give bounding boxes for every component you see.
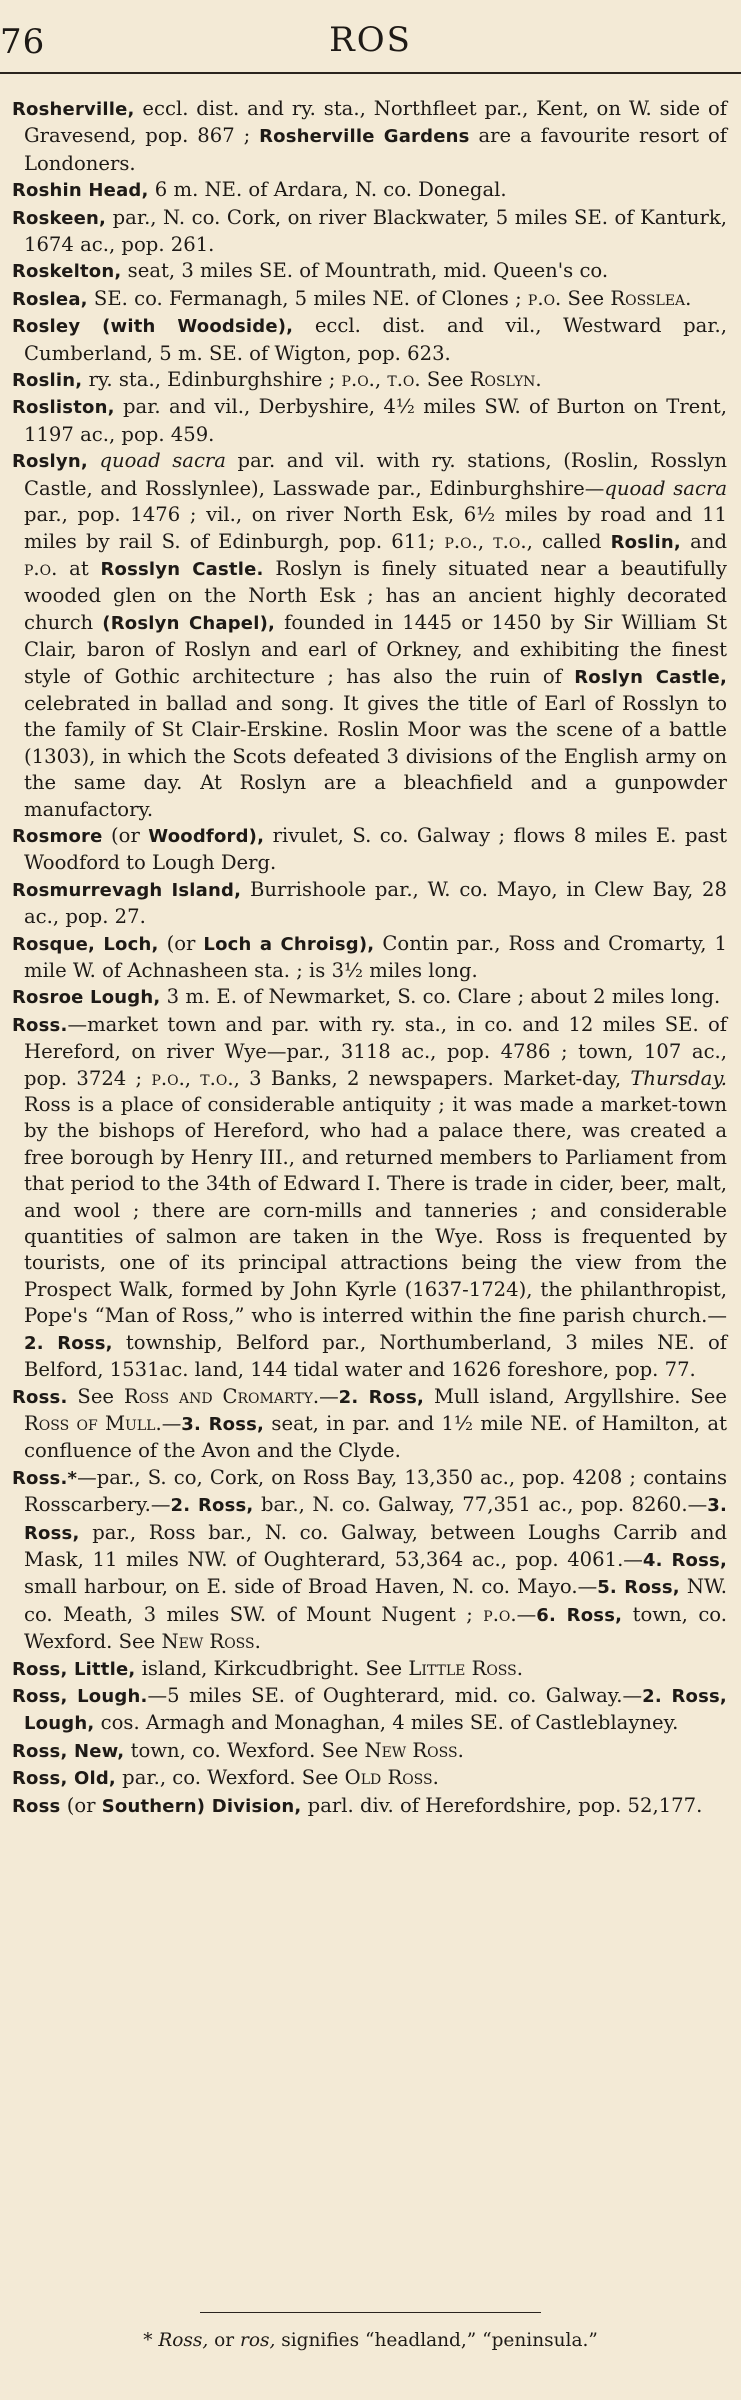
entry-headword: Loch a Chroisg), [203, 933, 375, 955]
italic-text: Ross, [158, 2330, 209, 2351]
entry-text: founded in 1445 or 1450 by Sir William St Clair, baron of Roslyn and earl of Orkney, and exhibiting the finest style of Gothic architecture ; has also the ruin of [24, 610, 727, 688]
entry-headword: 5. Ross, [597, 1577, 680, 1599]
running-head: ROS [329, 20, 412, 60]
gazetteer-entry [12, 877, 727, 931]
entry-text: rivulet, S. co. Galway ; flows 8 miles E. past Woodford to Lough Derg. [24, 823, 727, 875]
entry-text: See [420, 368, 470, 392]
small-caps-text: Ross and Cromarty. [123, 1384, 320, 1408]
entry-headword: Roshin Head, [12, 180, 149, 202]
page-number: 76 [0, 22, 46, 62]
entry-headword: 3. Ross, [181, 1413, 265, 1435]
entry-text: are a favourite resort of Londoners. [24, 124, 727, 175]
entry-text: (or [102, 823, 149, 847]
small-caps-text: Roslyn. [469, 368, 542, 392]
entry-headword: Ross. [12, 1386, 68, 1408]
small-caps-text: p.o. [483, 1602, 517, 1626]
entry-text: island, Kirkcudbright. See [135, 1656, 409, 1680]
small-caps-text: p.o., t.o., [151, 1066, 240, 1090]
entry-text: 3 m. E. of Newmarket, S. co. Clare ; about 2 miles long. [160, 985, 721, 1009]
entry-text: seat, in par. and 1½ mile NE. of Hamilton, at confluence of the Avon and the Clyde. [24, 1411, 727, 1463]
entry-text: — [161, 1411, 182, 1435]
entry-text: Contin par., Ross and Cromarty, 1 mile W. of Achnasheen sta. ; is 3½ miles long. [24, 931, 727, 982]
entry-headword: Rosslyn Castle. [100, 558, 264, 580]
entry-headword: 2. Ross, [24, 1332, 113, 1354]
gazetteer-entry [12, 258, 727, 285]
entry-headword: Roslyn, [12, 451, 88, 473]
entry-headword: Ross, New, [12, 1740, 125, 1762]
entry-text: —market town and par. with ry. sta., in co. and 12 miles SE. of Hereford, on river Wye—par., 3118 ac., pop. 4786 ; town, 107 ac., pop. 3724 ; [24, 1012, 727, 1090]
entry-text: 3 Banks, 2 newspapers. Market-day, [239, 1066, 631, 1090]
small-caps-text: p.o. [527, 286, 562, 310]
entry-headword: 2. Ross, [338, 1386, 425, 1408]
entry-headword: 6. Ross, [536, 1604, 623, 1626]
entry-headword: Roslea, [12, 288, 88, 310]
small-caps-text: p.o., t.o., [444, 529, 533, 553]
entry-text: par., pop. 1476 ; vil., on river North Esk, 6½ miles by road and 11 miles by rail S. of Edinburgh, pop. 611; [24, 503, 727, 553]
entry-headword: Roslin, [12, 370, 83, 392]
gazetteer-entry [12, 1384, 727, 1465]
entry-headword: 2. Ross, Lough, [24, 1685, 727, 1735]
entry-text: See [67, 1384, 124, 1408]
gazetteer-entry [12, 1738, 727, 1765]
gazetteer-entry [12, 1765, 727, 1792]
entry-text [88, 449, 100, 472]
gazetteer-entry [12, 286, 727, 313]
gazetteer-entry [12, 1012, 727, 1384]
entry-headword: Woodford), [148, 825, 265, 847]
entry-headword: Rosley (with Woodside), [12, 316, 294, 338]
entry-headword: Rosmurrevagh Island, [12, 879, 242, 901]
entry-text: See [561, 286, 611, 310]
entry-headword: (Roslyn Chapel), [102, 612, 276, 634]
small-caps-text: p.o. [24, 556, 58, 580]
footnote-rule [200, 2312, 541, 2313]
small-caps-text: New Ross. [161, 1630, 261, 1654]
entry-text: cos. Armagh and Monaghan, 4 miles SE. of Castleblayney. [94, 1711, 679, 1735]
italic-text: ros, [240, 2330, 276, 2351]
entries-column [12, 96, 727, 1820]
entry-text: bar., N. co. Galway, 77,351 ac., pop. 8260.— [253, 1493, 708, 1517]
entry-text: par., co. Wexford. See [115, 1766, 345, 1790]
italic-text: quoad sacra [99, 449, 226, 473]
entry-headword: Ross.* [12, 1467, 78, 1489]
gazetteer-entry [12, 1793, 727, 1820]
small-caps-text: New Ross. [364, 1738, 464, 1762]
gazetteer-entry [12, 313, 727, 367]
entry-text: par., Ross bar., N. co. Galway, between Loughs Carrib and Mask, 11 miles NW. of Oughterard, 53,364 ac., pop. 4061.— [24, 1520, 727, 1571]
entry-text: celebrated in ballad and song. It gives the title of Earl of Rosslyn to the family of St Clair-Erskine. Roslin Moor was the scene of a battle (1303), in which the Scots defeated 3 divisions of the English army on the same day. At Roslyn are a bleachfield and a gunpowder manufactory. [24, 691, 727, 821]
page-header [0, 0, 741, 74]
gazetteer-entry [12, 1683, 727, 1738]
italic-text: Thursday. [630, 1066, 728, 1090]
footnote [0, 2330, 741, 2351]
entry-text: eccl. dist. and ry. sta., Northfleet par., Kent, on W. side of Gravesend, pop. 867 ; [24, 97, 727, 148]
entry-headword: Southern) Division, [101, 1795, 302, 1817]
gazetteer-entry [12, 823, 727, 877]
gazetteer-entry [12, 931, 727, 985]
entry-text: —5 miles SE. of Oughterard, mid. co. Galway.— [147, 1683, 643, 1707]
entry-headword: Rosque, Loch, [12, 933, 159, 955]
small-caps-text: Little Ross. [408, 1656, 523, 1680]
entry-text: called [532, 529, 611, 553]
entry-text: and [680, 529, 728, 553]
small-caps-text: Old Ross. [344, 1766, 439, 1790]
entry-headword: Ross, Lough. [12, 1685, 148, 1707]
gazetteer-entry [12, 177, 727, 204]
entry-text: —par., S. co, Cork, on Ross Bay, 13,350 ac., pop. 4208 ; contains Rosscarbery.— [24, 1465, 727, 1517]
entry-headword: Roslin, [610, 531, 681, 553]
entry-text: town, co. Wexford. See [24, 1602, 727, 1654]
entry-text: 6 m. NE. of Ardara, N. co. Donegal. [148, 178, 507, 202]
entry-headword: Roskeen, [12, 207, 107, 229]
entry-headword: Rosliston, [12, 397, 115, 419]
entry-text: township, Belford par., Northumberland, 3 miles NE. of Belford, 1531ac. land, 144 tidal water and 1626 foreshore, pop. 77. [24, 1330, 727, 1382]
entry-text: town, co. Wexford. See [124, 1738, 365, 1762]
italic-text: quoad sacra [604, 476, 727, 500]
gazetteer-entry [12, 394, 727, 448]
entry-headword: Ross, Old, [12, 1768, 116, 1790]
entry-text: * [143, 2330, 159, 2351]
entry-text: (or [158, 931, 204, 955]
small-caps-text: Ross of Mull. [24, 1411, 162, 1435]
entry-headword: 4. Ross, [642, 1549, 727, 1571]
entry-headword: Rosroe Lough, [12, 987, 161, 1009]
entry-text: seat, 3 miles SE. of Mountrath, mid. Queen's co. [121, 259, 609, 283]
entry-text: small harbour, on E. side of Broad Haven, N. co. Mayo.— [24, 1575, 598, 1599]
entry-headword: 3. Ross, [24, 1495, 727, 1544]
entry-headword: Roskelton, [12, 261, 122, 283]
entry-text: at [57, 556, 101, 580]
entry-text: — [319, 1384, 339, 1408]
entry-text: SE. co. Fermanagh, 5 miles NE. of Clones ; [87, 286, 528, 310]
gazetteer-entry [12, 984, 727, 1011]
entry-text: par., N. co. Cork, on river Blackwater, 5 miles SE. of Kanturk, 1674 ac., pop. 261. [24, 205, 727, 257]
small-caps-text: Rosslea. [610, 286, 692, 310]
entry-text: par. and vil., Derbyshire, 4½ miles SW. of Burton on Trent, 1197 ac., pop. 459. [24, 395, 727, 446]
entry-text: NW. co. Meath, 3 miles SW. of Mount Nugent ; [24, 1575, 727, 1626]
entry-headword: Rosherville Gardens [259, 126, 470, 148]
header-rule [0, 72, 741, 74]
entry-text: Ross is a place of considerable antiquity ; it was made a market-town by the bishops of Hereford, who had a palace there, was created a free borough by Henry III., and returned members to Parliament from that period to the 34th of Edward I. There is trade in cider, beer, malt, and wool ; there are corn-mills and tanneries ; and considerable quantities of salmon are taken in the Wye. Ross is frequented by tourists, one of its principal attractions being the view from the Prospect Walk, formed by John Kyrle (1637-1724), the philanthropist, Pope's “Man of Ross,” who is interred within the fine parish church.— [24, 1093, 727, 1328]
entry-headword: Ross [12, 1795, 61, 1817]
entry-text: signifies “headland,” “peninsula.” [275, 2330, 598, 2351]
entry-text: par. and vil. with ry. stations, (Roslin, Rosslyn Castle, and Rosslynlee), Lasswade par., Edinburghshire— [24, 449, 728, 500]
entry-headword: Ross, Little, [12, 1658, 136, 1680]
entry-text: — [516, 1602, 537, 1626]
entry-text: eccl. dist. and vil., Westward par., Cumberland, 5 m. SE. of Wigton, pop. 623. [24, 314, 727, 365]
entry-headword: Roslyn Castle, [574, 666, 727, 688]
gazetteer-entry [12, 367, 727, 394]
entry-text: Roslyn is finely situated near a beautifully wooded glen on the North Esk ; has an ancient highly decorated church [24, 556, 727, 634]
entry-headword: Ross. [12, 1014, 68, 1036]
entry-text: (or [60, 1793, 102, 1817]
entry-text: Burrishoole par., W. co. Mayo, in Clew Bay, 28 ac., pop. 27. [24, 877, 727, 929]
entry-headword: 2. Ross, [170, 1495, 254, 1517]
gazetteer-entry [12, 205, 727, 259]
gazetteer-entry [12, 1465, 727, 1656]
gazetteer-entry [12, 1656, 727, 1683]
small-caps-text: p.o., t.o. [341, 368, 421, 392]
entry-text: parl. div. of Herefordshire, pop. 52,177. [301, 1793, 703, 1817]
entry-text: ry. sta., Edinburghshire ; [82, 368, 342, 392]
entry-text: or [208, 2330, 241, 2351]
entry-headword: Rosmore [12, 825, 103, 847]
gazetteer-entry [12, 448, 727, 823]
entry-text: Mull island, Argyllshire. See [424, 1384, 727, 1408]
entry-headword: Rosherville, [12, 99, 135, 120]
gazetteer-entry [12, 96, 727, 177]
